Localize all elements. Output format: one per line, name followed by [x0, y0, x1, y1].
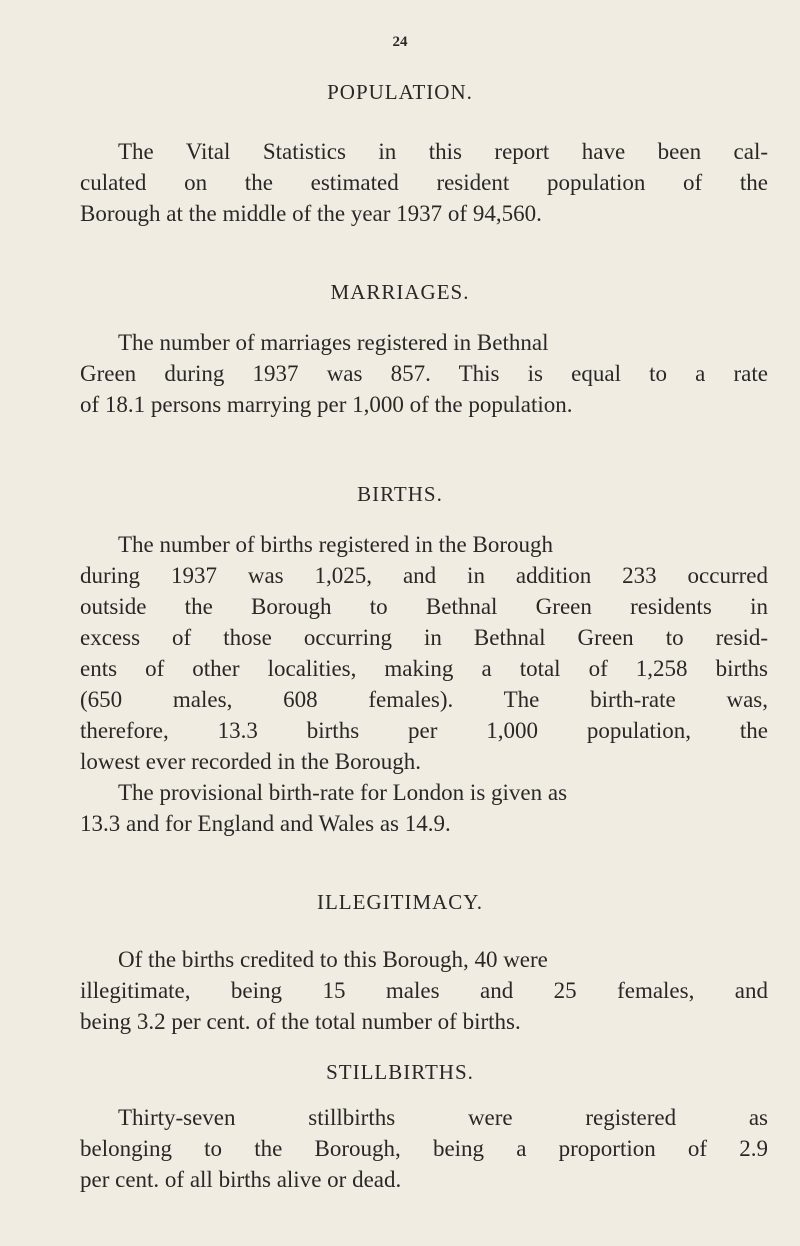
paragraph-line: Thirty-seven stillbirths were registered as: [118, 1105, 768, 1130]
births-heading: BIRTHS.: [357, 482, 443, 506]
paragraph-line: being 3.2 per cent. of the total number of births.: [80, 1009, 521, 1034]
illegitimacy-heading: ILLEGITIMACY.: [316, 890, 483, 914]
births-paragraph-2: [80, 777, 768, 839]
marriages-heading: MARRIAGES.: [330, 280, 470, 304]
paragraph-line: Green during 1937 was 857. This is equal to a rate: [80, 361, 768, 386]
paragraph-line: Of the births credited to this Borough, 40 were: [118, 947, 548, 972]
illegitimacy-paragraph: [80, 944, 768, 1037]
stillbirths-heading: STILLBIRTHS.: [326, 1060, 474, 1084]
paragraph-line: culated on the estimated resident population of the: [80, 170, 768, 195]
population-heading: POPULATION.: [327, 80, 473, 104]
marriages-paragraph: [80, 327, 768, 420]
paragraph-line: during 1937 was 1,025, and in addition 233 occurred: [80, 563, 768, 588]
paragraph-line: ents of other localities, making a total of 1,258 births: [80, 656, 768, 681]
births-paragraph: [80, 529, 768, 777]
paragraph-line: of 18.1 persons marrying per 1,000 of the population.: [80, 392, 573, 417]
paragraph-line: The Vital Statistics in this report have been cal-: [118, 139, 768, 164]
paragraph-line: 13.3 and for England and Wales as 14.9.: [80, 811, 451, 836]
paragraph-line: The number of marriages registered in Bethnal: [118, 330, 549, 355]
paragraph-line: per cent. of all births alive or dead.: [80, 1167, 402, 1192]
paragraph-line: The number of births registered in the Borough: [118, 532, 553, 557]
paragraph-line: Borough at the middle of the year 1937 of 94,560.: [80, 201, 542, 226]
paragraph-line: outside the Borough to Bethnal Green residents in: [80, 594, 768, 619]
paragraph-line: The provisional birth-rate for London is given as: [118, 780, 568, 805]
population-paragraph: [80, 136, 768, 229]
paragraph-line: belonging to the Borough, being a proportion of 2.9: [80, 1136, 768, 1161]
stillbirths-paragraph: [80, 1102, 768, 1195]
paragraph-line: excess of those occurring in Bethnal Green to resid-: [80, 625, 768, 650]
paragraph-line: illegitimate, being 15 males and 25 females, and: [80, 978, 768, 1003]
paragraph-line: therefore, 13.3 births per 1,000 population, the: [80, 718, 768, 743]
page-number: 24: [392, 34, 408, 50]
paragraph-line: lowest ever recorded in the Borough.: [80, 749, 422, 774]
paragraph-line: (650 males, 608 females). The birth-rate was,: [80, 687, 768, 712]
